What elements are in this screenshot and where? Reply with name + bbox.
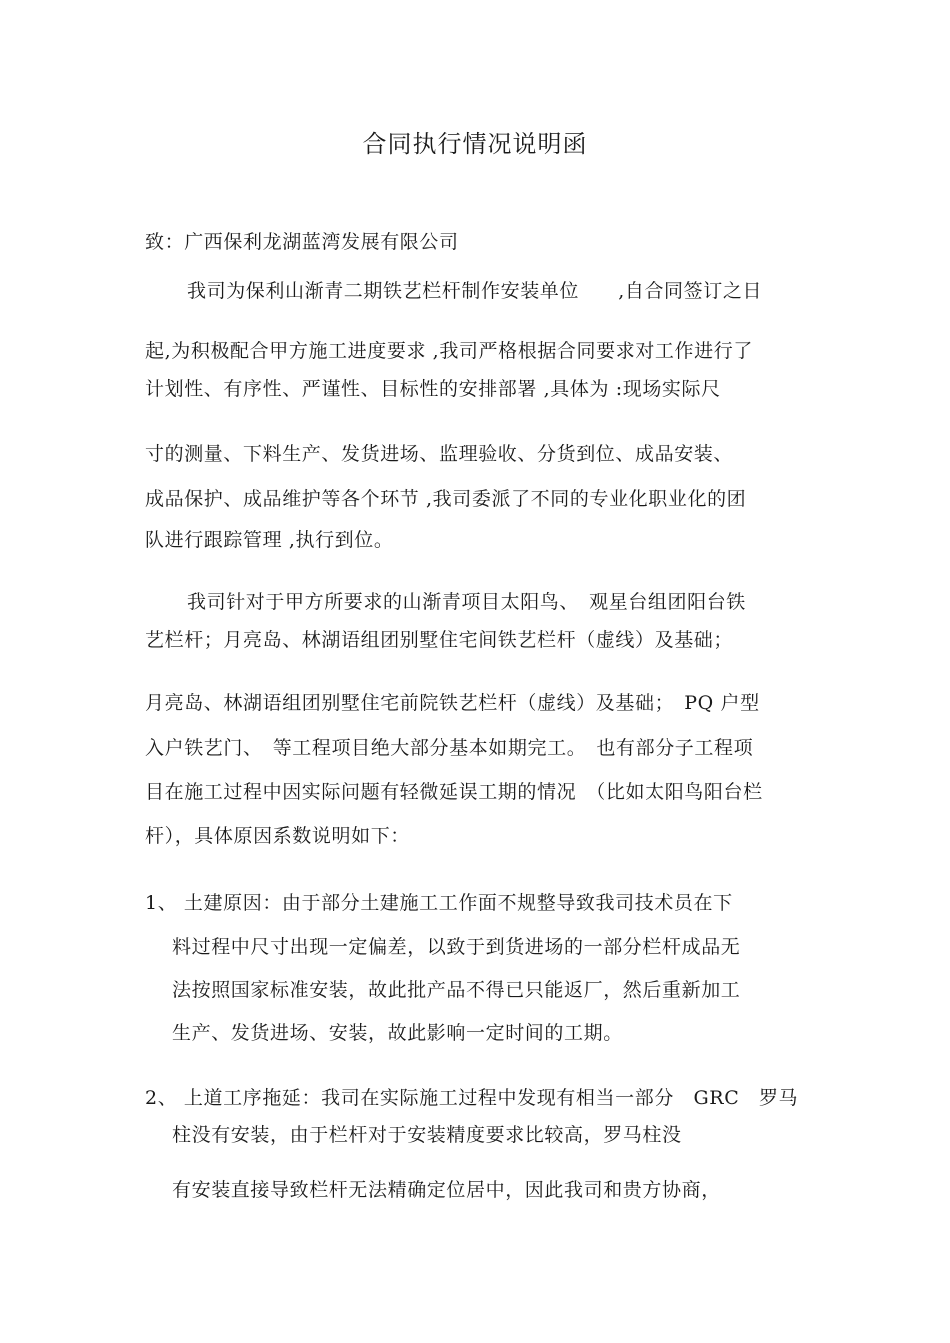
paragraph2-line: 月亮岛、林湖语组团别墅住宅前院铁艺栏杆（虚线）及基础； PQ 户型 <box>145 692 760 714</box>
paragraph2-line: 入户铁艺门、 等工程项目绝大部分基本如期完工。 也有部分子工程项 <box>145 737 754 759</box>
list-item-1-line: 料过程中尺寸出现一定偏差，以致于到货进场的一部分栏杆成品无 <box>172 936 741 958</box>
paragraph1-line: 起,为积极配合甲方施工进度要求 ,我司严格根据合同要求对工作进行了 <box>145 340 753 362</box>
paragraph1-line: 成品保护、成品维护等各个环节 ,我司委派了不同的专业化职业化的团 <box>145 488 747 510</box>
list-item-2-line: 柱没有安装，由于栏杆对于安装精度要求比较高，罗马柱没 <box>172 1124 682 1146</box>
paragraph2-line: 杆），具体原因系数说明如下： <box>145 825 410 847</box>
list-item-1-line: 生产、发货进场、安装，故此影响一定时间的工期。 <box>172 1022 623 1044</box>
list-item-2-line: 有安装直接导致栏杆无法精确定位居中，因此我司和贵方协商， <box>172 1179 721 1201</box>
paragraph1-line: 计划性、有序性、严谨性、目标性的安排部署 ,具体为 :现场实际尺 <box>145 378 721 400</box>
paragraph2-line: 艺栏杆；月亮岛、林湖语组团别墅住宅间铁艺栏杆（虚线）及基础； <box>145 629 734 651</box>
list-item-2-line: 2、 上道工序拖延：我司在实际施工过程中发现有相当一部分 GRC 罗马 <box>145 1087 799 1109</box>
paragraph2-line: 目在施工过程中因实际问题有轻微延误工期的情况 （比如太阳鸟阳台栏 <box>145 781 763 803</box>
paragraph1-line: 我司为保利山渐青二期铁艺栏杆制作安装单位 ,自合同签订之日 <box>187 280 763 302</box>
list-item-1-line: 1、 土建原因：由于部分土建施工工作面不规整导致我司技术员在下 <box>145 892 733 914</box>
paragraph2-line: 我司针对于甲方所要求的山渐青项目太阳鸟、 观星台组团阳台铁 <box>187 591 746 613</box>
paragraph1-line: 寸的测量、下料生产、发货进场、监理验收、分货到位、成品安装、 <box>145 443 734 465</box>
list-item-1-line: 法按照国家标准安装，故此批产品不得已只能返厂，然后重新加工 <box>172 979 741 1001</box>
addressee-line: 致：广西保利龙湖蓝湾发展有限公司 <box>145 231 459 253</box>
document-title: 合同执行情况说明函 <box>362 130 588 158</box>
paragraph1-line: 队进行跟踪管理 ,执行到位。 <box>145 529 394 551</box>
